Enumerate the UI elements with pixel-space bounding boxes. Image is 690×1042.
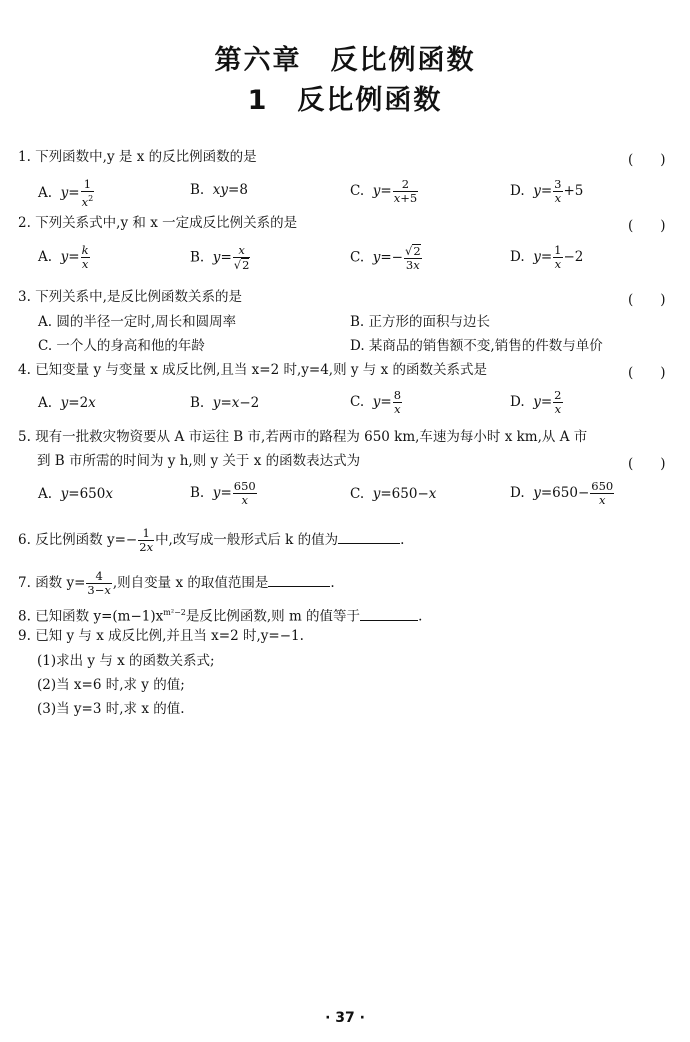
period: . [330,575,335,591]
q5-option-a: A. y=650x [38,486,113,502]
question-number: 7. [18,575,31,591]
answer-paren: ( ) [628,218,666,234]
chapter-title: 第六章 反比例函数 [214,45,476,76]
question-stem-post: ,则自变量 x 的取值范围是 [112,575,269,591]
q2-option-a: A. y= $\frac{k}{x}$ [38,243,89,271]
q1-option-b: B. xy=8 [190,182,248,198]
q1-option-c: C. y= $\frac{2}{x+5}$ [350,177,418,205]
q9-subquestion-1: (1)求出 y 与 x 的函数关系式; [37,653,215,669]
answer-blank[interactable] [268,574,330,587]
q3-option-b: B. 正方形的面积与边长 [350,314,491,330]
question-6 [18,527,404,554]
answer-blank[interactable] [360,608,418,621]
q4-option-c: C. y= $\frac{8}{x}$ [350,388,402,416]
question-stem-line-1: 现有一批救灾物资要从 A 市运往 B 市,若两市的路程为 650 km,车速为每小时 x km,从 A 市 [35,429,588,445]
question-4 [18,361,487,379]
question-stem: 下列关系中,是反比例函数关系的是 [35,289,242,305]
question-stem: 下列关系式中,y 和 x 一定成反比例关系的是 [35,215,298,231]
question-stem-pre: 已知函数 y=(m−1)x [35,608,164,625]
question-number: 2. [18,215,31,231]
question-stem: 已知变量 y 与变量 x 成反比例,且当 x=2 时,y=4,则 y 与 x 的函数关系式是 [35,362,487,378]
q5-option-d: D. y=650− $\frac{650}{x}$ [510,479,614,507]
answer-blank[interactable] [338,531,400,544]
q3-option-d: D. 某商品的销售额不变,销售的件数与单价 [350,338,603,354]
q5-option-c: C. y=650−x [350,486,437,502]
q9-subquestion-2: (2)当 x=6 时,求 y 的值; [37,677,185,693]
answer-paren: ( ) [628,365,666,381]
q4-option-d: D. y= $\frac{2}{x}$ [510,388,562,416]
fraction-1-over-2x: $\frac{1}{2x}$ [139,526,154,554]
q1-option-d: D. y= $\frac{3}{x}$ +5 [510,177,584,205]
question-stem-pre: 函数 y= [35,575,86,591]
q2-option-d: D. y= $\frac{1}{x}$ −2 [510,243,584,271]
question-number: 5. [18,429,31,445]
period: . [400,532,405,548]
question-1 [18,148,257,166]
question-number: 3. [18,289,31,305]
question-stem-post: 中,改写成一般形式后 k 的值为 [155,532,339,548]
answer-paren: ( ) [628,456,666,472]
question-7 [18,570,335,597]
question-stem-line-2: 到 B 市所需的时间为 y h,则 y 关于 x 的函数表达式为 [37,453,361,469]
question-number: 1. [18,149,31,165]
q3-option-c: C. 一个人的身高和他的年龄 [38,338,205,354]
question-number: 9. [18,628,31,644]
answer-paren: ( ) [628,292,666,308]
exponent: m²−2 [163,608,186,617]
answer-paren: ( ) [628,152,666,168]
question-stem: 已知 y 与 x 成反比例,并且当 x=2 时,y=−1. [35,628,304,644]
question-stem-post: 是反比例函数,则 m 的值等于 [185,608,361,625]
question-number: 8. [18,608,31,625]
q9-subquestion-3: (3)当 y=3 时,求 x 的值. [37,701,185,717]
section-title: 1 反比例函数 [247,85,443,116]
question-number: 4. [18,362,31,378]
question-8 [18,604,422,626]
page-number: · 37 · [325,1010,365,1026]
question-2 [18,214,297,232]
question-9 [18,627,304,645]
question-3 [18,288,242,306]
question-stem: 下列函数中,y 是 x 的反比例函数的是 [35,149,257,165]
q2-option-b: B. y= $\frac{x}{√2}$ [190,243,250,272]
question-stem-pre: 反比例函数 y=− [35,532,138,548]
q1-option-a: A. y= $\frac{1}{x^2}$ [38,177,94,209]
question-number: 6. [18,532,31,548]
q5-option-b: B. y= $\frac{650}{x}$ [190,479,256,507]
q4-option-a: A. y=2x [38,395,96,411]
fraction-4-over-3-minus-x: $\frac{4}{3-x}$ [87,569,111,597]
q3-option-a: A. 圆的半径一定时,周长和圆周率 [38,314,237,330]
q2-option-c: C. y=− $\frac{√2}{3x}$ [350,244,421,272]
question-5 [18,428,587,446]
period: . [418,608,423,625]
q4-option-b: B. y=x−2 [190,395,260,411]
